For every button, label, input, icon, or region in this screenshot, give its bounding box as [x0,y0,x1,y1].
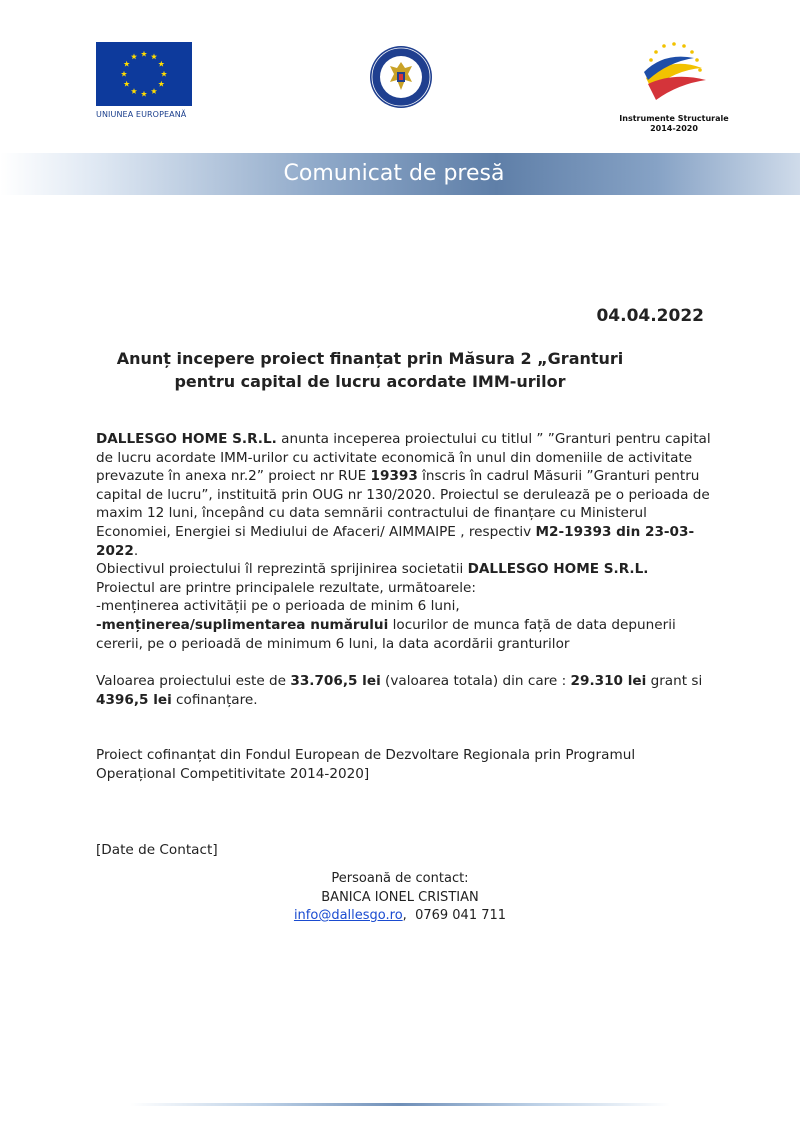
eu-star-icon [124,61,130,67]
structural-instruments-caption-line1: Instrumente Structurale [619,114,729,123]
total-value: 33.706,5 lei [290,673,381,690]
announcement-title [100,347,640,393]
eu-star-icon [131,53,137,59]
result-item [96,616,716,653]
announcement-title-line2: pentru capital de lucru acordate IMM-urilor [174,372,566,391]
grant-value: 29.310 lei [570,673,647,690]
contact-phone: 0769 041 711 [415,908,507,923]
announcement-title-line1: Anunț incepere proiect finanțat prin Măsura 2 „Granturi [116,349,624,368]
eu-star-icon [124,81,130,87]
contact-details [0,907,800,926]
text-span: înscris în cadrul Măsurii ”Granturi pentru capital de lucru”, instituită prin OUG nr 130/2020. Proiectul se derulează pe o perioada de maxim 12 luni, începând cu data semnării contractului de finanțare cu Ministerul Economiei, Energiei si Mediului de Afaceri/ AIMMAIPE , respectiv [96,468,710,540]
contract-number: M2-19393 din 23-03-2022 [96,523,695,559]
cofinancing-value: 4396,5 lei [96,691,172,708]
result-item-bold: -menținerea/suplimentarea numărului [96,616,389,633]
contact-name: BANICA IONEL CRISTIAN [321,889,479,905]
eu-star-icon [158,61,164,67]
project-description-paragraph [96,430,716,560]
footer-divider [130,1103,670,1106]
contact-title: Persoană de contact: [331,871,469,886]
text-span: cofinanțare. [171,691,258,708]
text-span: . [133,542,139,559]
eu-star-icon [151,53,157,59]
eu-star-icon [158,81,164,87]
structural-instruments-caption [600,114,748,134]
eu-star-icon [131,88,137,94]
eu-flag-logo [96,42,192,106]
eu-stars-icon [96,42,192,106]
eu-star-icon [121,71,127,77]
eu-caption: UNIUNEA EUROPEANĂ [96,110,187,119]
text-span: grant si [646,673,703,690]
company-name: DALLESGO HOME S.R.L. [96,431,277,447]
contact-data-label: [Date de Contact] [96,841,218,858]
contact-block [0,870,800,926]
government-seal-logo [368,44,434,110]
results-intro: Proiectul are printre principalele rezultate, următoarele: [96,579,476,596]
structural-instruments-caption-line2: 2014-2020 [650,124,698,133]
press-release-title: Comunicat de presă [283,161,505,186]
text-span: locurilor de munca față de data depunerii cererii, pe o perioadă de minimum 6 luni, la data acordării granturilor [96,616,676,652]
contact-email-link[interactable]: info@dallesgo.ro [293,908,403,923]
rue-number: 19393 [370,468,418,485]
text-span: Obiectivul proiectului îl reprezintă sprijinirea societatii [96,561,468,578]
result-item: -menținerea activității pe o perioada de minim 6 luni, [96,598,460,615]
text-span: anunta inceperea proiectului cu titlul ” ”Granturi pentru capital de lucru acordate IMM-urilor cu activitate economică în unul din domeniile de activitate prevazute în anexa nr.2” proiect nr RUE [96,431,711,485]
funding-paragraph: Proiect cofinanțat din Fondul European de Dezvoltare Regionala prin Programul Operațional Competitivitate 2014-2020] [96,747,636,782]
separator: , [402,908,416,923]
press-release-body [96,430,716,859]
company-name: DALLESGO HOME S.R.L. [467,561,649,578]
eu-star-icon [141,91,147,97]
release-date: 04.04.2022 [596,306,704,326]
text-span: Valoarea proiectului este de [96,673,291,690]
eu-star-icon [151,88,157,94]
eu-star-icon [141,51,147,57]
eu-star-icon [161,71,167,77]
objective-paragraph [96,560,716,579]
text-span: (valoarea totala) din care : [380,673,571,690]
project-value-paragraph [96,672,716,709]
structural-instruments-logo [634,38,714,108]
